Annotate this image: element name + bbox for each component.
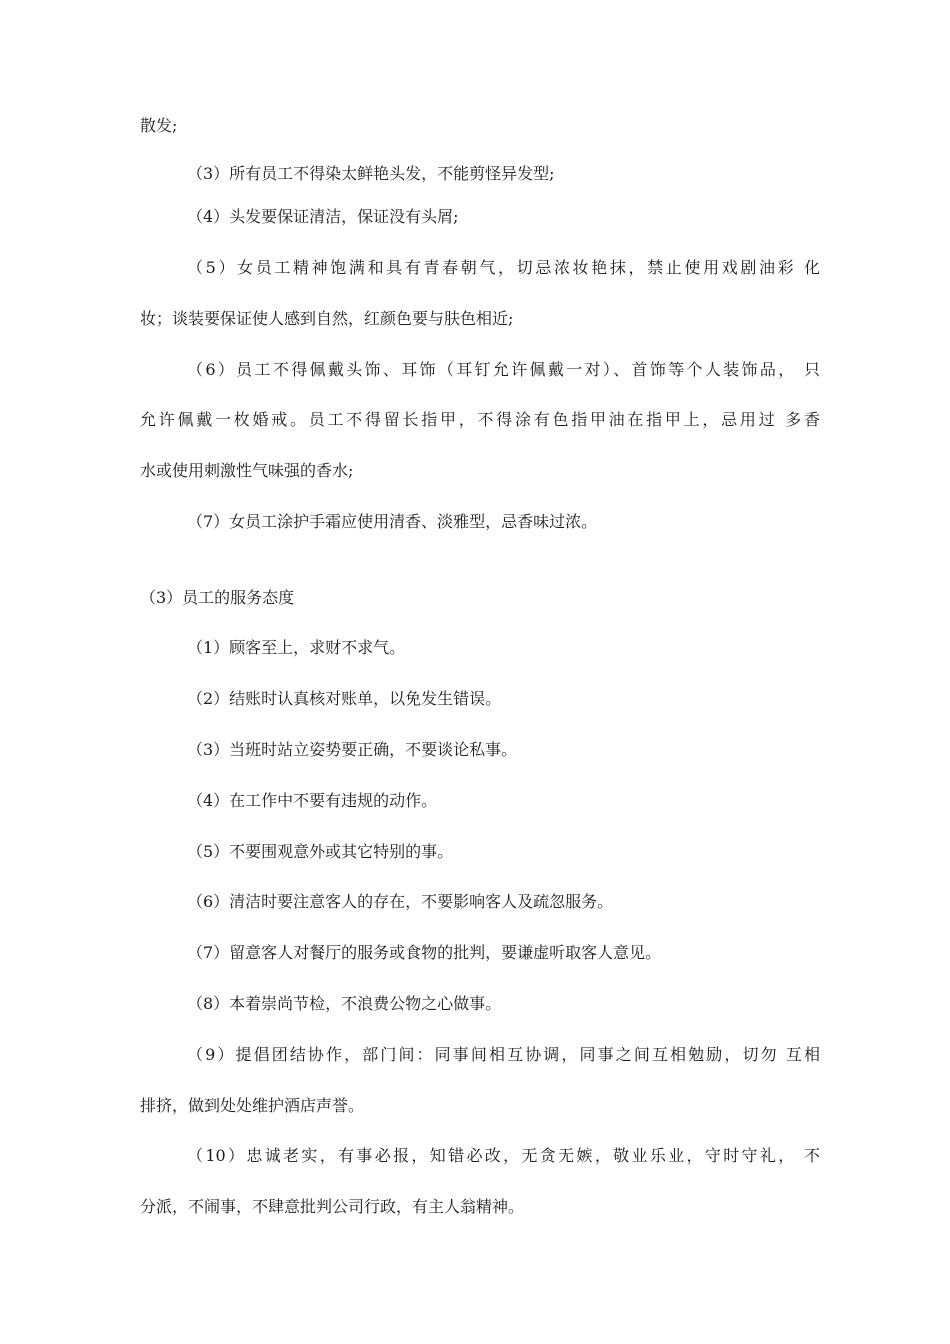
- list-item: （5）女员工精神饱满和具有青春朝气，切忌浓妆艳抹，禁止使用戏剧油彩 化: [187, 258, 820, 277]
- text-line: 水或使用刺激性气味强的香水;: [140, 461, 354, 480]
- text-line: 分派，不闹事，不肆意批判公司行政，有主人翁精神。: [140, 1197, 525, 1216]
- list-item: （3）所有员工不得染太鲜艳头发，不能剪怪异发型;: [187, 164, 555, 183]
- list-item: （4）在工作中不要有违规的动作。: [187, 791, 438, 810]
- list-item: （4）头发要保证清洁，保证没有头屑;: [187, 207, 459, 226]
- list-item: （8）本着崇尚节检，不浪费公物之心做事。: [187, 994, 502, 1013]
- text-line: 允许佩戴一枚婚戒。员工不得留长指甲，不得涂有色指甲油在指甲上，忌用过 多香: [140, 410, 820, 429]
- list-item: （3）当班时站立姿势要正确，不要谈论私事。: [187, 740, 518, 759]
- text-line: 散发;: [140, 116, 178, 135]
- list-item: （1）顾客至上，求财不求气。: [187, 638, 406, 657]
- list-item: （9）提倡团结协作，部门间：同事间相互协调，同事之间互相勉励，切勿 互相: [187, 1045, 820, 1064]
- list-item: （5）不要围观意外或其它特别的事。: [187, 842, 454, 861]
- list-item: （6）清洁时要注意客人的存在，不要影响客人及疏忽服务。: [187, 892, 614, 911]
- list-item: （2）结账时认真核对账单，以免发生错误。: [187, 689, 502, 708]
- text-line: 妆；谈装要保证使人感到自然，红颜色要与肤色相近;: [140, 309, 514, 328]
- list-item: （7）留意客人对餐厅的服务或食物的批判，要谦虚听取客人意见。: [187, 943, 662, 962]
- list-item: （6）员工不得佩戴头饰、耳饰（耳钉允许佩戴一对）、首饰等个人装饰品， 只: [187, 360, 820, 379]
- list-item: （10）忠诚老实，有事必报，知错必改，无贪无嫉，敬业乐业，守时守礼， 不: [187, 1146, 820, 1165]
- text-line: 排挤，做到处处维护酒店声誉。: [140, 1096, 365, 1115]
- list-item: （7）女员工涂护手霜应使用清香、淡雅型，忌香味过浓。: [187, 512, 598, 531]
- section-heading: （3）员工的服务态度: [140, 588, 295, 607]
